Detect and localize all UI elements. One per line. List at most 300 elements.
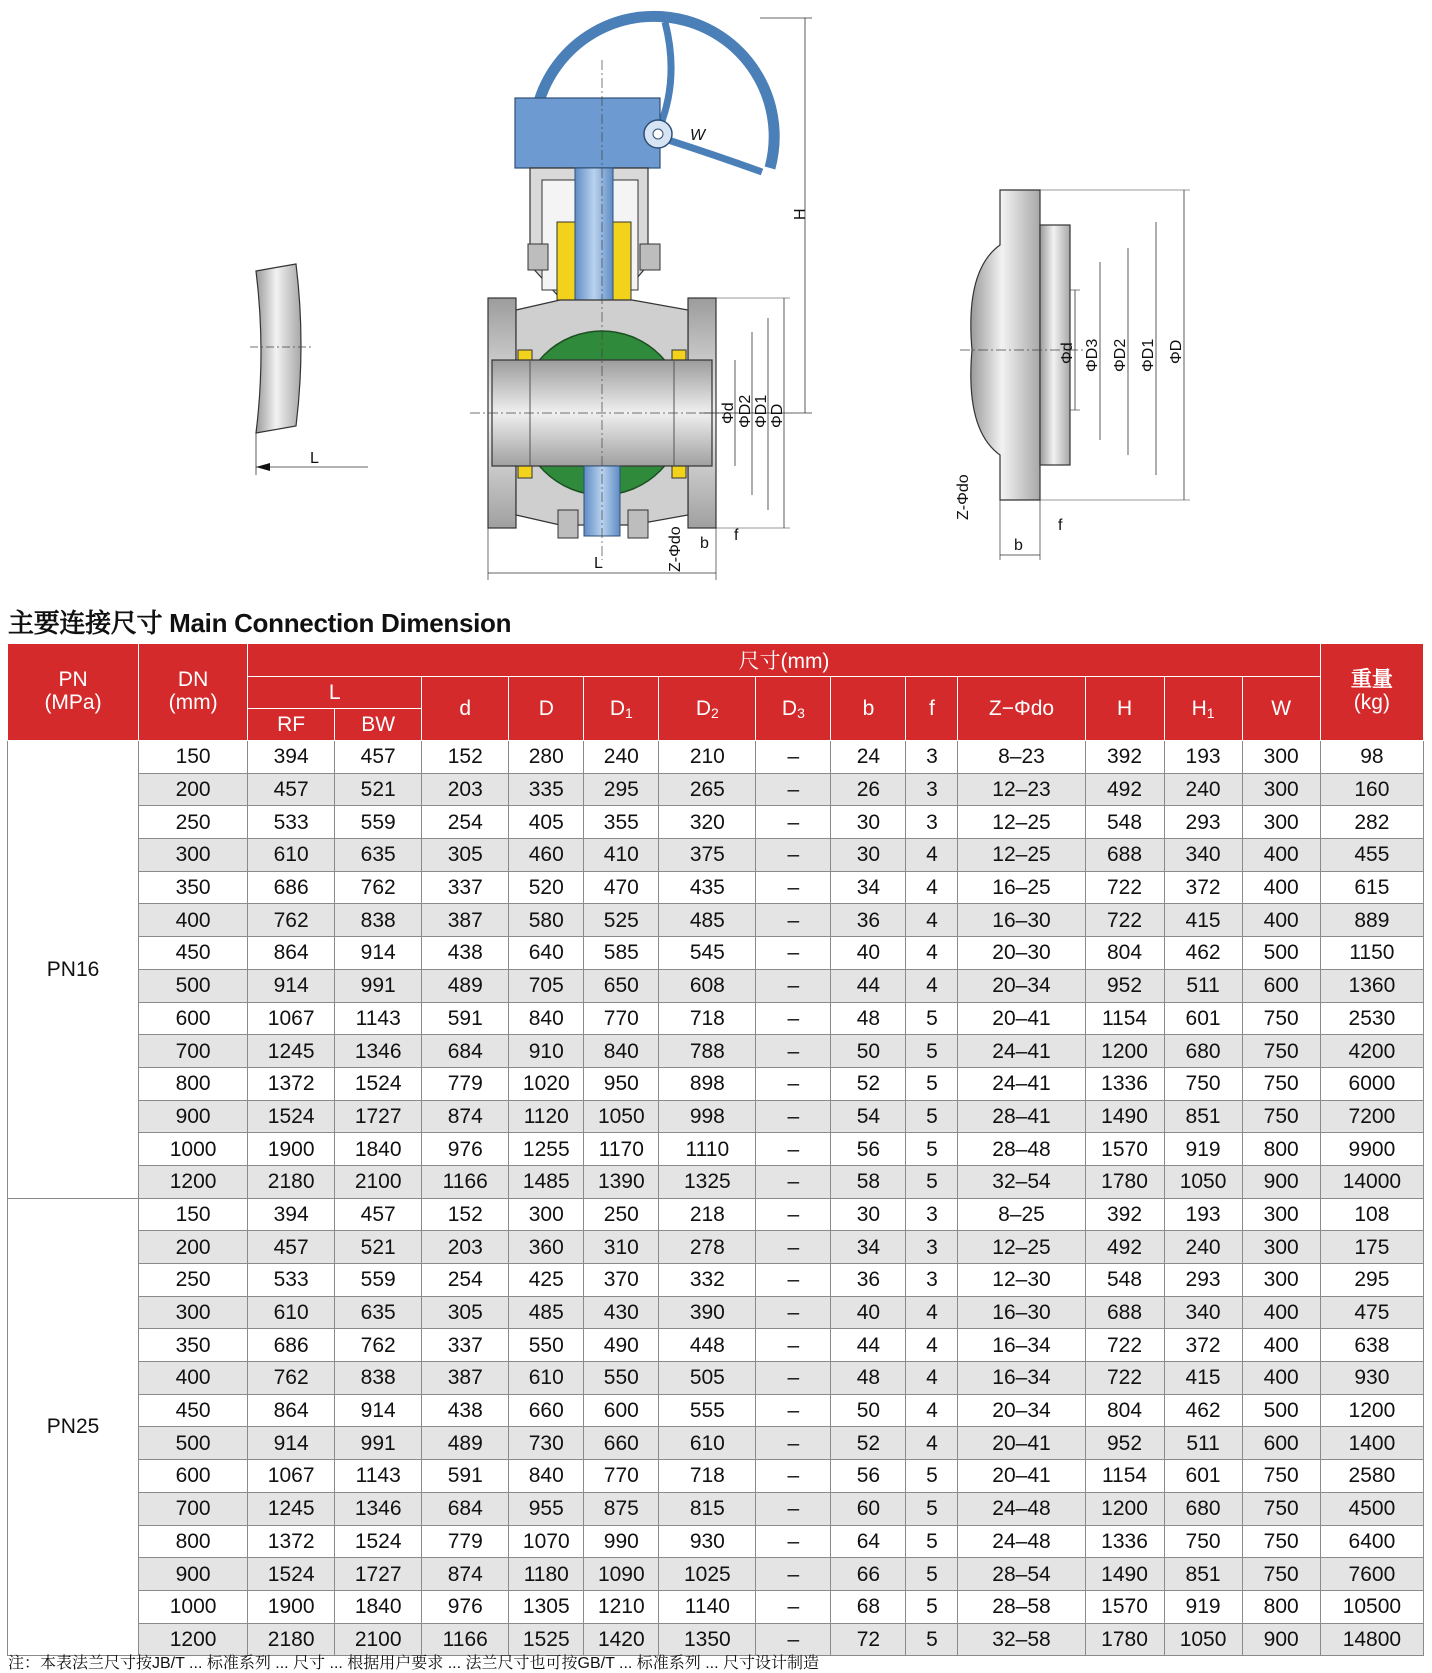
cell-b: 48 bbox=[831, 1002, 906, 1035]
cell-z-phi-do: 20–34 bbox=[958, 1394, 1085, 1427]
cell-h1: 415 bbox=[1164, 904, 1242, 937]
cell-b: 26 bbox=[831, 773, 906, 806]
cell-z-phi-do: 8–25 bbox=[958, 1198, 1085, 1231]
phi-d2-label: ΦD2 bbox=[737, 394, 754, 428]
cell-rf: 533 bbox=[248, 1264, 335, 1297]
cell-d1: 370 bbox=[584, 1264, 659, 1297]
cell-rf: 1245 bbox=[248, 1492, 335, 1525]
cell-z-phi-do: 16–30 bbox=[958, 1296, 1085, 1329]
cell-w: 500 bbox=[1242, 1394, 1320, 1427]
cell-z-phi-do: 28–48 bbox=[958, 1133, 1085, 1166]
cell-f: 4 bbox=[906, 839, 958, 872]
cell-d1: 585 bbox=[584, 937, 659, 970]
phi-D-label: ΦD bbox=[769, 403, 786, 428]
cell-b: 56 bbox=[831, 1460, 906, 1493]
table-row bbox=[8, 741, 1424, 774]
cell-f: 5 bbox=[906, 1460, 958, 1493]
cell-D: 730 bbox=[509, 1427, 584, 1460]
cell-h: 722 bbox=[1085, 871, 1164, 904]
pn-group-cell: PN25 bbox=[8, 1198, 139, 1656]
cell-h: 688 bbox=[1085, 1296, 1164, 1329]
cell-d3: – bbox=[756, 969, 831, 1002]
cell-h: 804 bbox=[1085, 1394, 1164, 1427]
cell-d1: 600 bbox=[584, 1394, 659, 1427]
cell-d3: – bbox=[756, 1133, 831, 1166]
cell-d1: 660 bbox=[584, 1427, 659, 1460]
cell-dn: 250 bbox=[139, 1264, 248, 1297]
cell-rf: 457 bbox=[248, 773, 335, 806]
cell-d2: 448 bbox=[659, 1329, 756, 1362]
cell-d2: 505 bbox=[659, 1362, 756, 1395]
cell-bw: 1840 bbox=[335, 1133, 422, 1166]
l-label: L bbox=[594, 555, 603, 572]
phi-d-label: Φd bbox=[720, 402, 737, 424]
cell-weight: 4500 bbox=[1320, 1492, 1423, 1525]
cell-d: 489 bbox=[422, 969, 509, 1002]
table-row bbox=[8, 1460, 1424, 1493]
cell-h: 548 bbox=[1085, 1264, 1164, 1297]
cell-d3: – bbox=[756, 1623, 831, 1656]
cell-bw: 521 bbox=[335, 773, 422, 806]
cell-d1: 770 bbox=[584, 1002, 659, 1035]
cell-d: 387 bbox=[422, 904, 509, 937]
cell-bw: 521 bbox=[335, 1231, 422, 1264]
cell-h: 1780 bbox=[1085, 1623, 1164, 1656]
cell-z-phi-do: 24–48 bbox=[958, 1492, 1085, 1525]
dimension-table bbox=[7, 643, 1424, 1656]
table-row bbox=[8, 1362, 1424, 1395]
cell-dn: 300 bbox=[139, 839, 248, 872]
cell-d2: 1140 bbox=[659, 1590, 756, 1623]
cell-D: 660 bbox=[509, 1394, 584, 1427]
table-row bbox=[8, 1558, 1424, 1591]
cell-D: 1305 bbox=[509, 1590, 584, 1623]
cell-rf: 533 bbox=[248, 806, 335, 839]
cell-b: 44 bbox=[831, 969, 906, 1002]
cell-b: 24 bbox=[831, 741, 906, 774]
cell-D: 580 bbox=[509, 904, 584, 937]
cell-d: 305 bbox=[422, 839, 509, 872]
table-row bbox=[8, 1067, 1424, 1100]
cell-h1: 293 bbox=[1164, 1264, 1242, 1297]
header-l: L bbox=[248, 677, 422, 709]
cell-d3: – bbox=[756, 1002, 831, 1035]
header-h: H bbox=[1085, 677, 1164, 741]
cell-d3: – bbox=[756, 1198, 831, 1231]
cell-d: 254 bbox=[422, 806, 509, 839]
cell-w: 300 bbox=[1242, 806, 1320, 839]
cell-h: 1336 bbox=[1085, 1525, 1164, 1558]
cell-h1: 750 bbox=[1164, 1067, 1242, 1100]
cell-rf: 1524 bbox=[248, 1558, 335, 1591]
table-row bbox=[8, 1329, 1424, 1362]
cell-b: 30 bbox=[831, 806, 906, 839]
cell-b: 66 bbox=[831, 1558, 906, 1591]
cell-weight: 1200 bbox=[1320, 1394, 1423, 1427]
cell-f: 5 bbox=[906, 1623, 958, 1656]
cell-h: 1570 bbox=[1085, 1133, 1164, 1166]
cell-w: 750 bbox=[1242, 1067, 1320, 1100]
cell-D: 520 bbox=[509, 871, 584, 904]
cell-d3: – bbox=[756, 1427, 831, 1460]
cell-dn: 700 bbox=[139, 1492, 248, 1525]
cell-w: 750 bbox=[1242, 1492, 1320, 1525]
cell-bw: 762 bbox=[335, 871, 422, 904]
cell-dn: 450 bbox=[139, 1394, 248, 1427]
cell-weight: 615 bbox=[1320, 871, 1423, 904]
cell-d2: 332 bbox=[659, 1264, 756, 1297]
cell-d3: – bbox=[756, 1590, 831, 1623]
cell-b: 60 bbox=[831, 1492, 906, 1525]
cell-h1: 240 bbox=[1164, 1231, 1242, 1264]
header-rf: RF bbox=[248, 709, 335, 741]
cell-d2: 265 bbox=[659, 773, 756, 806]
cell-weight: 455 bbox=[1320, 839, 1423, 872]
table-row bbox=[8, 773, 1424, 806]
cell-b: 50 bbox=[831, 1035, 906, 1068]
cell-bw: 1840 bbox=[335, 1590, 422, 1623]
cell-rf: 914 bbox=[248, 969, 335, 1002]
cell-w: 600 bbox=[1242, 1427, 1320, 1460]
cell-h: 1570 bbox=[1085, 1590, 1164, 1623]
cell-z-phi-do: 32–54 bbox=[958, 1165, 1085, 1198]
cell-weight: 1360 bbox=[1320, 969, 1423, 1002]
cell-bw: 635 bbox=[335, 1296, 422, 1329]
cell-D: 1180 bbox=[509, 1558, 584, 1591]
cell-d1: 875 bbox=[584, 1492, 659, 1525]
cell-h: 1336 bbox=[1085, 1067, 1164, 1100]
cell-w: 400 bbox=[1242, 1329, 1320, 1362]
cell-d: 591 bbox=[422, 1002, 509, 1035]
cell-weight: 6000 bbox=[1320, 1067, 1423, 1100]
cell-d2: 718 bbox=[659, 1460, 756, 1493]
cell-bw: 559 bbox=[335, 1264, 422, 1297]
cell-bw: 991 bbox=[335, 969, 422, 1002]
cell-D: 840 bbox=[509, 1002, 584, 1035]
cell-dn: 250 bbox=[139, 806, 248, 839]
cell-f: 4 bbox=[906, 904, 958, 937]
f-label: f bbox=[734, 527, 739, 544]
cell-f: 5 bbox=[906, 1067, 958, 1100]
cell-f: 5 bbox=[906, 1558, 958, 1591]
flange-phi-d3-label: ΦD3 bbox=[1084, 338, 1101, 372]
cell-h: 548 bbox=[1085, 806, 1164, 839]
cell-w: 400 bbox=[1242, 839, 1320, 872]
cell-d3: – bbox=[756, 1165, 831, 1198]
cell-rf: 686 bbox=[248, 1329, 335, 1362]
pn-group-cell: PN16 bbox=[8, 741, 139, 1199]
cell-d: 976 bbox=[422, 1590, 509, 1623]
cell-D: 360 bbox=[509, 1231, 584, 1264]
cell-h: 1780 bbox=[1085, 1165, 1164, 1198]
cell-weight: 2580 bbox=[1320, 1460, 1423, 1493]
header-size-group: 尺寸(mm) bbox=[248, 644, 1321, 677]
cell-w: 300 bbox=[1242, 773, 1320, 806]
cell-d2: 485 bbox=[659, 904, 756, 937]
cell-d: 684 bbox=[422, 1035, 509, 1068]
cell-d1: 525 bbox=[584, 904, 659, 937]
cell-d1: 490 bbox=[584, 1329, 659, 1362]
cell-b: 50 bbox=[831, 1394, 906, 1427]
cell-dn: 300 bbox=[139, 1296, 248, 1329]
cell-h1: 340 bbox=[1164, 839, 1242, 872]
table-row bbox=[8, 1133, 1424, 1166]
gearbox bbox=[515, 98, 660, 168]
cell-d2: 998 bbox=[659, 1100, 756, 1133]
cell-weight: 98 bbox=[1320, 741, 1423, 774]
cell-rf: 762 bbox=[248, 904, 335, 937]
cell-z-phi-do: 12–25 bbox=[958, 839, 1085, 872]
cell-rf: 610 bbox=[248, 839, 335, 872]
cell-h1: 1050 bbox=[1164, 1623, 1242, 1656]
cell-w: 400 bbox=[1242, 871, 1320, 904]
cell-z-phi-do: 12–23 bbox=[958, 773, 1085, 806]
cell-D: 280 bbox=[509, 741, 584, 774]
cell-h1: 462 bbox=[1164, 937, 1242, 970]
cell-b: 30 bbox=[831, 839, 906, 872]
cell-d: 387 bbox=[422, 1362, 509, 1395]
cell-h1: 511 bbox=[1164, 1427, 1242, 1460]
header-d: d bbox=[422, 677, 509, 741]
flange-f-label: f bbox=[1058, 517, 1063, 534]
cell-weight: 638 bbox=[1320, 1329, 1423, 1362]
table-row bbox=[8, 1427, 1424, 1460]
cell-d2: 1325 bbox=[659, 1165, 756, 1198]
cell-rf: 864 bbox=[248, 937, 335, 970]
w-label: W bbox=[690, 127, 706, 144]
cell-dn: 600 bbox=[139, 1002, 248, 1035]
table-row bbox=[8, 1035, 1424, 1068]
z-phi-do-label: Z-Φdo bbox=[667, 526, 684, 572]
cell-d1: 1050 bbox=[584, 1100, 659, 1133]
cell-f: 4 bbox=[906, 1394, 958, 1427]
table-row bbox=[8, 904, 1424, 937]
header-z-phi-do: Z−Φdo bbox=[958, 677, 1085, 741]
cell-d: 337 bbox=[422, 871, 509, 904]
cell-d3: – bbox=[756, 1558, 831, 1591]
cell-z-phi-do: 28–58 bbox=[958, 1590, 1085, 1623]
header-pn: PN (MPa) bbox=[8, 644, 139, 741]
cell-f: 4 bbox=[906, 1427, 958, 1460]
header-dn: DN (mm) bbox=[139, 644, 248, 741]
cell-weight: 2530 bbox=[1320, 1002, 1423, 1035]
cell-bw: 914 bbox=[335, 937, 422, 970]
table-row bbox=[8, 1296, 1424, 1329]
cell-weight: 930 bbox=[1320, 1362, 1423, 1395]
table-row bbox=[8, 1394, 1424, 1427]
cell-d2: 545 bbox=[659, 937, 756, 970]
cell-h1: 680 bbox=[1164, 1035, 1242, 1068]
cell-d2: 390 bbox=[659, 1296, 756, 1329]
cell-dn: 1000 bbox=[139, 1590, 248, 1623]
cell-d1: 1170 bbox=[584, 1133, 659, 1166]
cell-z-phi-do: 24–41 bbox=[958, 1035, 1085, 1068]
cell-d1: 950 bbox=[584, 1067, 659, 1100]
flange-b-label: b bbox=[1014, 537, 1023, 554]
cell-d3: – bbox=[756, 1492, 831, 1525]
cell-rf: 457 bbox=[248, 1231, 335, 1264]
cell-d: 779 bbox=[422, 1067, 509, 1100]
cell-bw: 762 bbox=[335, 1329, 422, 1362]
cell-z-phi-do: 24–41 bbox=[958, 1067, 1085, 1100]
cell-d1: 1210 bbox=[584, 1590, 659, 1623]
table-header bbox=[8, 644, 1424, 741]
cell-weight: 10500 bbox=[1320, 1590, 1423, 1623]
cell-b: 52 bbox=[831, 1427, 906, 1460]
cell-b: 48 bbox=[831, 1362, 906, 1395]
cell-dn: 150 bbox=[139, 1198, 248, 1231]
cell-d2: 320 bbox=[659, 806, 756, 839]
cell-h: 1200 bbox=[1085, 1492, 1164, 1525]
cell-D: 910 bbox=[509, 1035, 584, 1068]
cell-d1: 770 bbox=[584, 1460, 659, 1493]
cell-weight: 282 bbox=[1320, 806, 1423, 839]
cell-h1: 919 bbox=[1164, 1133, 1242, 1166]
cell-w: 300 bbox=[1242, 1198, 1320, 1231]
cell-h1: 601 bbox=[1164, 1002, 1242, 1035]
cell-dn: 1200 bbox=[139, 1165, 248, 1198]
cell-dn: 500 bbox=[139, 969, 248, 1002]
cell-w: 750 bbox=[1242, 1525, 1320, 1558]
technical-drawing bbox=[0, 0, 1432, 585]
cell-f: 5 bbox=[906, 1525, 958, 1558]
cell-bw: 457 bbox=[335, 1198, 422, 1231]
table-row bbox=[8, 969, 1424, 1002]
table-row bbox=[8, 1165, 1424, 1198]
cell-d1: 355 bbox=[584, 806, 659, 839]
valve-section-view bbox=[470, 16, 812, 580]
cell-h1: 415 bbox=[1164, 1362, 1242, 1395]
cell-z-phi-do: 12–25 bbox=[958, 1231, 1085, 1264]
cell-rf: 394 bbox=[248, 1198, 335, 1231]
cell-bw: 838 bbox=[335, 904, 422, 937]
cell-z-phi-do: 20–30 bbox=[958, 937, 1085, 970]
cell-f: 4 bbox=[906, 1362, 958, 1395]
table-body bbox=[8, 741, 1424, 1656]
cell-d1: 1420 bbox=[584, 1623, 659, 1656]
cell-weight: 14800 bbox=[1320, 1623, 1423, 1656]
cell-h: 492 bbox=[1085, 773, 1164, 806]
cell-D: 300 bbox=[509, 1198, 584, 1231]
cell-dn: 900 bbox=[139, 1558, 248, 1591]
cell-weight: 295 bbox=[1320, 1264, 1423, 1297]
cell-h: 952 bbox=[1085, 969, 1164, 1002]
cell-d: 1166 bbox=[422, 1165, 509, 1198]
flange-phi-D-label: ΦD bbox=[1168, 339, 1185, 364]
cell-h: 492 bbox=[1085, 1231, 1164, 1264]
cell-h1: 511 bbox=[1164, 969, 1242, 1002]
cell-d: 203 bbox=[422, 1231, 509, 1264]
cell-bw: 1524 bbox=[335, 1525, 422, 1558]
cell-z-phi-do: 20–34 bbox=[958, 969, 1085, 1002]
cell-bw: 1143 bbox=[335, 1460, 422, 1493]
cell-d2: 788 bbox=[659, 1035, 756, 1068]
cell-d3: – bbox=[756, 1067, 831, 1100]
cell-d: 779 bbox=[422, 1525, 509, 1558]
cell-D: 485 bbox=[509, 1296, 584, 1329]
cell-weight: 160 bbox=[1320, 773, 1423, 806]
cell-d: 976 bbox=[422, 1133, 509, 1166]
cell-z-phi-do: 20–41 bbox=[958, 1427, 1085, 1460]
table-row bbox=[8, 1231, 1424, 1264]
cell-f: 5 bbox=[906, 1165, 958, 1198]
cell-bw: 2100 bbox=[335, 1623, 422, 1656]
cell-z-phi-do: 24–48 bbox=[958, 1525, 1085, 1558]
cell-h: 722 bbox=[1085, 1329, 1164, 1362]
cell-bw: 559 bbox=[335, 806, 422, 839]
bw-end-view bbox=[250, 264, 368, 475]
cell-b: 30 bbox=[831, 1198, 906, 1231]
cell-bw: 635 bbox=[335, 839, 422, 872]
cell-f: 4 bbox=[906, 1296, 958, 1329]
cell-h1: 340 bbox=[1164, 1296, 1242, 1329]
cell-rf: 394 bbox=[248, 741, 335, 774]
cell-h: 392 bbox=[1085, 1198, 1164, 1231]
cell-weight: 889 bbox=[1320, 904, 1423, 937]
cell-h1: 851 bbox=[1164, 1558, 1242, 1591]
table-row bbox=[8, 1590, 1424, 1623]
cell-weight: 6400 bbox=[1320, 1525, 1423, 1558]
cell-w: 600 bbox=[1242, 969, 1320, 1002]
header-d2: $D_2$ bbox=[659, 677, 756, 741]
cell-f: 3 bbox=[906, 773, 958, 806]
cell-z-phi-do: 28–54 bbox=[958, 1558, 1085, 1591]
flange-end-view bbox=[955, 190, 1190, 560]
cell-dn: 350 bbox=[139, 871, 248, 904]
cell-w: 400 bbox=[1242, 904, 1320, 937]
cell-d: 874 bbox=[422, 1558, 509, 1591]
cell-z-phi-do: 12–25 bbox=[958, 806, 1085, 839]
cell-b: 68 bbox=[831, 1590, 906, 1623]
cell-d1: 840 bbox=[584, 1035, 659, 1068]
cell-D: 1070 bbox=[509, 1525, 584, 1558]
table-row bbox=[8, 1492, 1424, 1525]
cell-h1: 462 bbox=[1164, 1394, 1242, 1427]
cell-weight: 175 bbox=[1320, 1231, 1423, 1264]
cell-b: 72 bbox=[831, 1623, 906, 1656]
cell-w: 750 bbox=[1242, 1558, 1320, 1591]
cell-w: 300 bbox=[1242, 741, 1320, 774]
header-f: f bbox=[906, 677, 958, 741]
cell-rf: 2180 bbox=[248, 1165, 335, 1198]
cell-h: 1154 bbox=[1085, 1460, 1164, 1493]
cell-f: 5 bbox=[906, 1133, 958, 1166]
cell-d1: 470 bbox=[584, 871, 659, 904]
cell-d3: – bbox=[756, 741, 831, 774]
cell-d2: 210 bbox=[659, 741, 756, 774]
b-label: b bbox=[700, 535, 709, 552]
cell-h: 392 bbox=[1085, 741, 1164, 774]
cell-rf: 1372 bbox=[248, 1067, 335, 1100]
cell-b: 40 bbox=[831, 1296, 906, 1329]
cell-D: 550 bbox=[509, 1329, 584, 1362]
cell-h1: 750 bbox=[1164, 1525, 1242, 1558]
cell-d1: 250 bbox=[584, 1198, 659, 1231]
cell-weight: 108 bbox=[1320, 1198, 1423, 1231]
cell-rf: 762 bbox=[248, 1362, 335, 1395]
table-row bbox=[8, 1002, 1424, 1035]
bw-length-label: L bbox=[310, 450, 319, 467]
cell-d2: 218 bbox=[659, 1198, 756, 1231]
cell-h: 688 bbox=[1085, 839, 1164, 872]
cell-bw: 1727 bbox=[335, 1100, 422, 1133]
cell-d2: 930 bbox=[659, 1525, 756, 1558]
cell-f: 5 bbox=[906, 1590, 958, 1623]
cell-d3: – bbox=[756, 1231, 831, 1264]
cell-D: 460 bbox=[509, 839, 584, 872]
cell-weight: 9900 bbox=[1320, 1133, 1423, 1166]
cell-h1: 851 bbox=[1164, 1100, 1242, 1133]
